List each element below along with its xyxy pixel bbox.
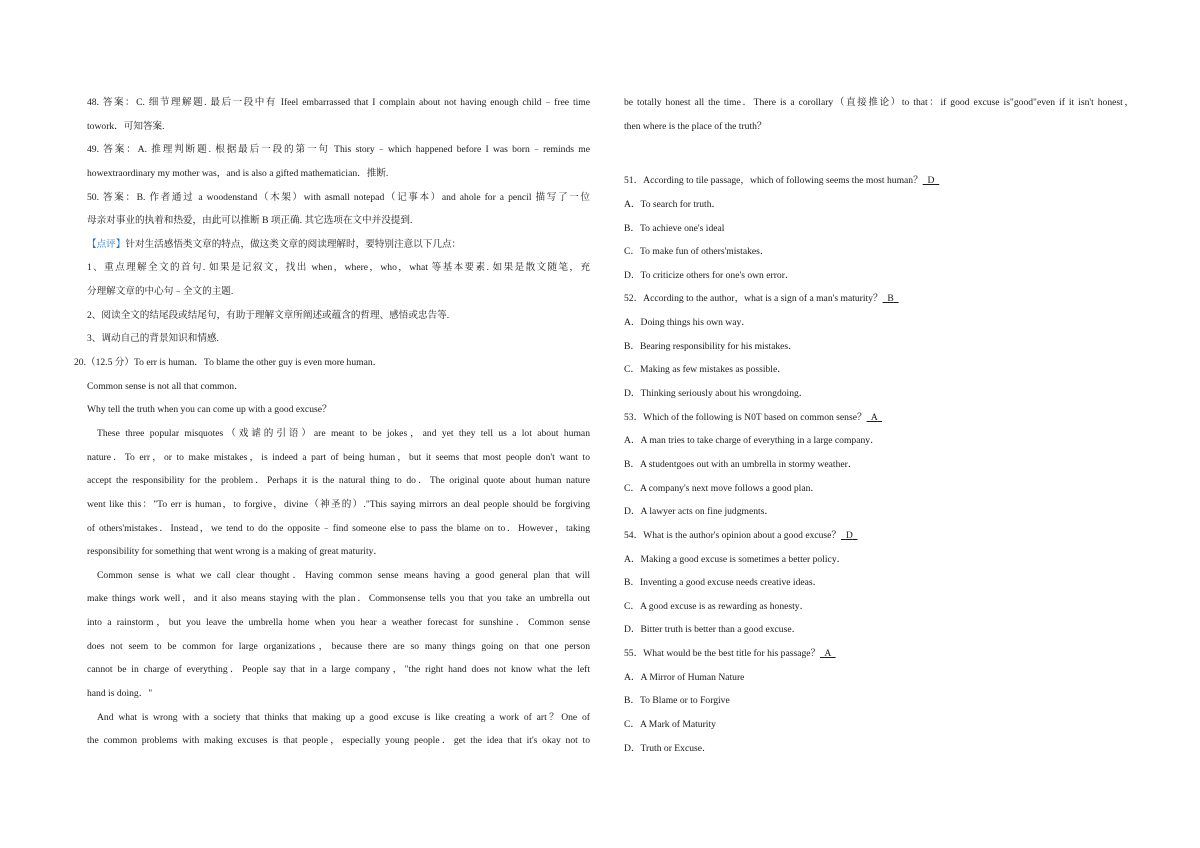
option-c: C．A company's next move follows a good plan． xyxy=(624,482,820,494)
option-b: B．To achieve one's ideal xyxy=(624,222,725,234)
paragraph-2-line: into a rainstorm，but you leave the umbrella home when you hear a weather forecast for sunshine．Common sense xyxy=(87,617,590,629)
paragraph-1-line: accept the responsibility for the problem．Perhaps it is the natural thing to do．The original quote about human nature xyxy=(87,475,590,487)
section-gap xyxy=(624,138,1134,169)
option-d: D．Thinking seriously about his wrongdoing． xyxy=(624,388,809,400)
question-stem-text: 55．What would be the best title for his passage？ xyxy=(624,648,821,660)
option-d: D．Bitter truth is better than a good excuse． xyxy=(624,624,802,636)
passage-intro-line: Why tell the truth when you can come up with a good excuse？ xyxy=(87,404,332,416)
question-52 xyxy=(624,287,1134,405)
question-stem xyxy=(624,524,1134,548)
paragraph-2-line: cannot be in charge of everything．People say that in a large company，"the right hand does not know what the left xyxy=(87,664,590,676)
paragraph-1-line: nature．To err，or to make mistakes，is indeed a part of being human，but it seems that most people don't want to xyxy=(87,451,590,463)
question-stem-text: 54．What is the author's opinion about a good excuse？ xyxy=(624,529,842,541)
question-20-heading: 20.（12.5 分）To err is human．To blame the other guy is even more human． xyxy=(74,357,383,369)
option-b: B．Inventing a good excuse needs creative ideas． xyxy=(624,577,823,589)
answer-blank xyxy=(883,293,899,304)
question-55 xyxy=(624,642,1134,760)
option-a: A．Doing things his own way． xyxy=(624,317,751,329)
comment-line xyxy=(87,233,590,257)
paragraph-2-line: make things work well，and it also means staying with the plan．Commonsense tells you that you take an umbrella out xyxy=(87,593,590,605)
comment-point: 分理解文章的中心句﹣全文的主题. xyxy=(87,286,234,298)
question-stem xyxy=(624,642,1134,666)
option-d: D．To criticize others for one's own error． xyxy=(624,269,795,281)
option-a: A．A Mirror of Human Nature xyxy=(624,671,745,683)
option-c: C．Making as few mistakes as possible． xyxy=(624,364,787,376)
option-b: B．A studentgoes out with an umbrella in stormy weather． xyxy=(624,458,858,470)
paragraph-3-continued-line: then where is the place of the truth？ xyxy=(624,120,767,132)
paragraph-2-line: Common sense is what we call clear thought．Having common sense means having a good general plan that will xyxy=(97,569,590,581)
paragraph-2-line: does not seem to be common for large organizations，because there are so many things going on that one person xyxy=(87,640,590,652)
q48-answer-line: towork．可知答案. xyxy=(87,120,165,132)
answer-letter: D xyxy=(927,175,935,187)
option-a: A．To search for truth． xyxy=(624,198,722,210)
comment-point: 1、重点理解全文的首句. 如果是记叙文，找出 when，where，who，what 等基本要素. 如果是散文随笔，充 xyxy=(87,262,590,274)
question-stem-text: 53．Which of the following is N0T based on common sense？ xyxy=(624,411,867,423)
answer-blank xyxy=(820,648,835,659)
paragraph-3-line: And what is wrong with a society that thinks that making up a good excuse is like creating a work of art？One of xyxy=(97,711,590,723)
paragraph-1-line: of others'mistakes．Instead，we tend to do the opposite﹣find someone else to pass the blame on to．However，taking xyxy=(87,522,590,534)
answer-blank xyxy=(923,175,940,186)
q50-answer-line: 50. 答案：B. 作者通过 a woodenstand（木架）with asmall notepad（记事本）and ahole for a pencil 描写了一位 xyxy=(87,191,590,203)
paragraph-1-line: responsibility for something that went wrong is a making of great maturity． xyxy=(87,546,384,558)
question-51 xyxy=(624,169,1134,287)
question-stem-text: 52．According to the author，what is a sign of a man's maturity？ xyxy=(624,293,883,305)
question-stem xyxy=(624,169,1134,193)
paragraph-1-line: These three popular misquotes（戏谑的引语）are meant to be jokes，and yet they tell us a lot about human xyxy=(97,427,590,439)
comment-label: 【点评】 xyxy=(87,238,126,250)
question-stem xyxy=(624,406,1134,430)
answer-letter: A xyxy=(824,648,831,660)
option-c: C．A good excuse is as rewarding as honesty． xyxy=(624,600,810,612)
answer-blank xyxy=(867,412,882,423)
option-d: D．A lawyer acts on fine judgments． xyxy=(624,506,775,518)
q48-answer-line: 48. 答案：C. 细节理解题. 最后一段中有 Ifeel embarrassed that I complain about not having enough child﹣free time xyxy=(87,97,590,108)
option-c: C．A Mark of Maturity xyxy=(624,719,716,731)
paragraph-3-continued-line: be totally honest all the time．There is a corollary（直接推论）to that：if good excuse is"good"even if it isn't honest， xyxy=(624,97,1134,108)
option-a: A．Making a good excuse is sometimes a better policy． xyxy=(624,553,847,565)
left-column xyxy=(74,91,590,753)
comment-text: 针对生活感悟类文章的特点，做这类文章的阅读理解时，要特别注意以下几点： xyxy=(125,238,462,250)
question-53 xyxy=(624,406,1134,524)
q49-answer-line: howextraordinary my mother was，and is also a gifted mathematician．推断. xyxy=(87,167,389,179)
comment-point: 3、调动自己的背景知识和情感. xyxy=(87,333,219,345)
q50-answer-line: 母亲对事业的执着和热爱，由此可以推断 B 项正确. 其它选项在文中并没提到. xyxy=(87,215,413,227)
answer-blank xyxy=(841,530,858,541)
paragraph-1-line: went like this："To err is human，to forgive，divine（神圣的）."This saying mirrors an deal people should be forgiving xyxy=(87,498,590,510)
answer-letter: B xyxy=(887,293,894,305)
option-c: C．To make fun of others'mistakes． xyxy=(624,246,770,258)
question-54 xyxy=(624,524,1134,642)
comment-point: 2、阅读全文的结尾段或结尾句，有助于理解文章所阐述或蕴含的哲理、感悟或忠告等. xyxy=(87,309,450,321)
option-b: B．Bearing responsibility for his mistakes． xyxy=(624,340,798,352)
option-a: A．A man tries to take charge of everything in a large company． xyxy=(624,435,880,447)
q49-answer-line: 49. 答案：A. 推理判断题. 根据最后一段的第一句 This story﹣which happened before I was born﹣reminds me xyxy=(87,144,590,156)
option-b: B．To Blame or to Forgive xyxy=(624,695,730,707)
question-stem xyxy=(624,287,1134,311)
option-d: D．Truth or Excuse． xyxy=(624,742,712,754)
question-stem-text: 51．According to tile passage，which of following seems the most human？ xyxy=(624,175,923,187)
paragraph-3-line: the common problems with making excuses is that people，especially young people．get the idea that it's okay not to xyxy=(87,735,590,747)
right-column xyxy=(624,91,1134,760)
answer-letter: D xyxy=(845,529,853,541)
answer-letter: A xyxy=(870,411,878,423)
passage-intro-line: Common sense is not all that common． xyxy=(87,380,244,392)
paragraph-2-line: hand is doing．" xyxy=(87,688,153,700)
